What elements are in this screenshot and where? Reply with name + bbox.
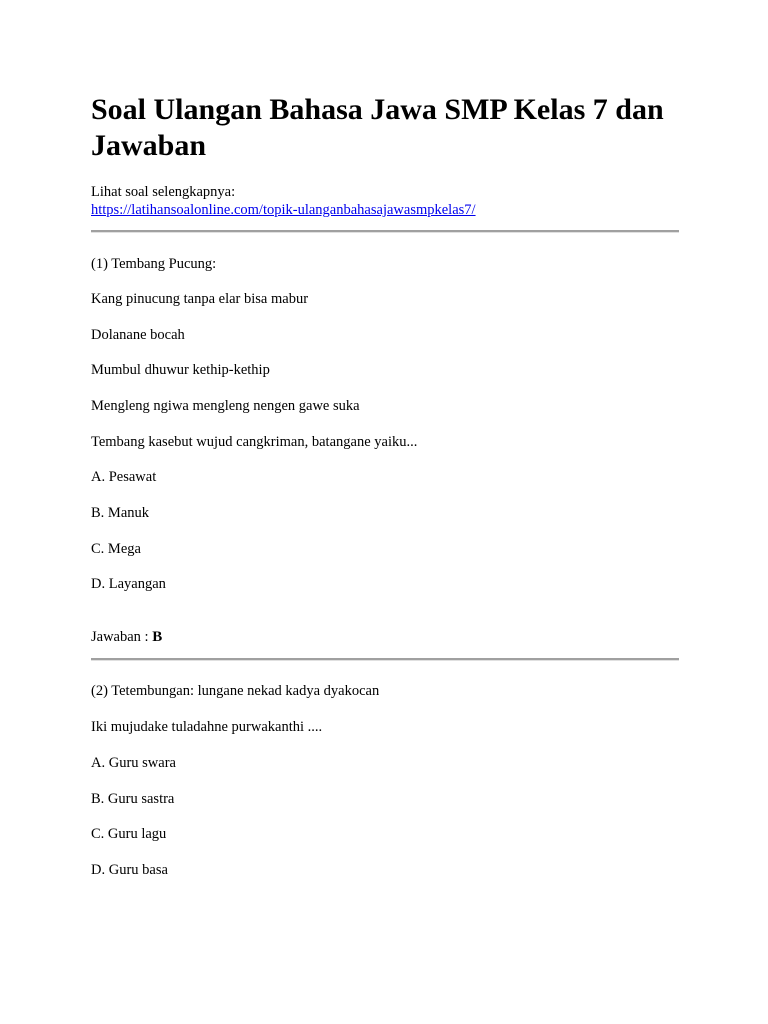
question-1-line: Kang pinucung tanpa elar bisa mabur: [91, 291, 309, 307]
intro-label: Lihat soal selengkapnya:: [91, 184, 236, 200]
intro-block: [91, 183, 476, 219]
divider: [91, 658, 679, 661]
option-b: B. Manuk: [91, 505, 149, 521]
option-c: C. Mega: [91, 541, 141, 557]
answer-label: Jawaban :: [91, 629, 153, 645]
question-2-prompt: Iki mujudake tuladahne purwakanthi ....: [91, 719, 323, 735]
source-link[interactable]: https://latihansoalonline.com/topik-ulanganbahasajawasmpkelas7/: [91, 202, 476, 218]
answer-value: B: [152, 629, 163, 645]
option-d: D. Layangan: [91, 576, 166, 592]
question-1-line: Dolanane bocah: [91, 327, 185, 343]
option-b: B. Guru sastra: [91, 791, 175, 807]
option-c: C. Guru lagu: [91, 826, 167, 842]
option-a: A. Pesawat: [91, 469, 157, 485]
answer-line: [91, 628, 162, 646]
question-1-line: Mengleng ngiwa mengleng nengen gawe suka: [91, 398, 360, 414]
page-title: Soal Ulangan Bahasa Jawa SMP Kelas 7 dan Jawaban: [91, 93, 664, 162]
question-1-heading: (1) Tembang Pucung:: [91, 256, 217, 272]
divider: [91, 230, 679, 233]
question-1-line: Mumbul dhuwur kethip-kethip: [91, 362, 270, 378]
option-d: D. Guru basa: [91, 862, 168, 878]
option-a: A. Guru swara: [91, 755, 176, 771]
question-1-prompt: Tembang kasebut wujud cangkriman, batangane yaiku...: [91, 434, 418, 450]
question-2-heading: (2) Tetembungan: lungane nekad kadya dyakocan: [91, 683, 380, 699]
